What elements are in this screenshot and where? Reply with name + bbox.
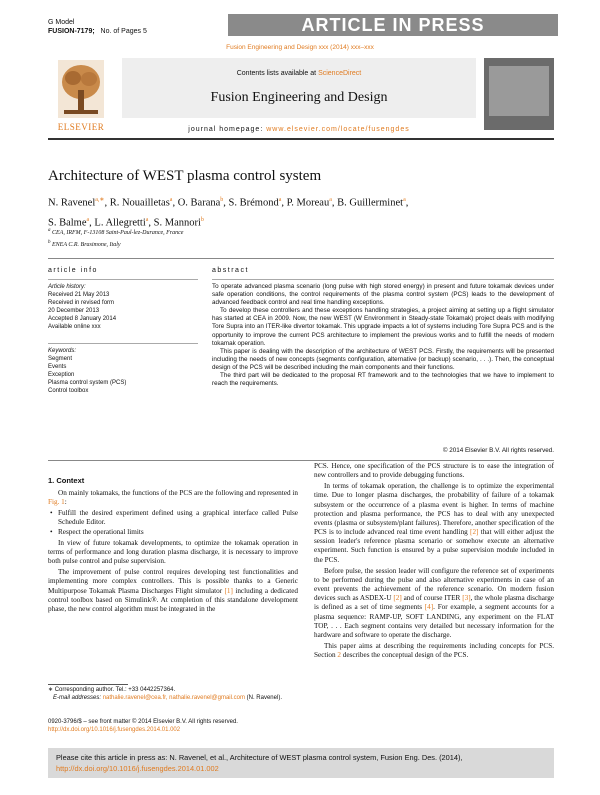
keyword: Control toolbox (48, 388, 89, 394)
keyword: Segment (48, 356, 73, 362)
keyword: Exception (48, 372, 75, 378)
reference-link[interactable]: [3] (462, 594, 471, 603)
masthead-rule (48, 138, 554, 140)
divider (48, 460, 554, 461)
affiliations: $^a$ CEA, IRFM, F-13108 Saint-Paul-lez-Durance, France $^b$ ENEA C.R. Brasimone, Italy (48, 228, 184, 248)
keywords: Keywords: Segment Events Exception Plasma control system (PCS) Control toolbox (48, 347, 198, 395)
author-list: N. Ravenel$^{a,∗}$, R. Nouailletas$^a$, O. Barana$^b$, S. Brémond$^a$, P. Moreau$^a$, B. Guillerminet$^a$, S. Balme$^a$, L. Allegretti$^a$, S. Mannori$^b$ (48, 197, 409, 228)
journal-reference[interactable]: Fusion Engineering and Design xxx (2014) xxx–xxx (226, 44, 374, 51)
left-column: On mainly tokamaks, the functions of the PCS are the following and represented in Fig. 1: • Fulfill the desired experiment defined using a graphical interface called Pulse Schedule Editor. • Respect the operational limits In view of future tokamak developments, to optimize the tokamak operation in terms of performance and long duration plasma discharge, it is necessary to improve both pulse control and pulse supervision. The improvement of pulse control requires developing test functionalities and implementing more complex controllers. This is possible thanks to a Generic Multipurpose Tokamak Plasma Discharges Flight simulator [1] including a dedicated control toolbox based on Simulink®. At completion of this standalone development phase, the new control algorithm must be integrated in the (48, 489, 298, 616)
header-meta (48, 18, 147, 36)
keyword: Plasma control system (PCS) (48, 380, 127, 386)
divider (212, 279, 554, 280)
article-in-press-banner: ARTICLE IN PRESS (228, 14, 558, 36)
email-link[interactable]: nathalie.ravenel@cea.fr, nathalie.ravenel@gmail.com (102, 695, 245, 701)
manuscript-id: FUSION-7179; No. of Pages 5 (48, 28, 147, 35)
divider (48, 258, 554, 259)
elsevier-tree-logo-icon (58, 60, 104, 118)
abstract-heading: abstract (212, 267, 249, 274)
footnote-rule (48, 684, 128, 685)
section-heading: 1. Context (48, 476, 85, 485)
copyright: © 2014 Elsevier B.V. All rights reserved. (442, 447, 554, 454)
article-title: Architecture of WEST plasma control system (48, 168, 322, 184)
contents-line: Contents lists available at ScienceDirect (236, 70, 362, 77)
gmodel-label: G Model (48, 19, 75, 26)
journal-homepage: journal homepage: www.elsevier.com/locate/fusengdes (188, 126, 410, 133)
reference-link[interactable]: [4] (424, 603, 434, 612)
right-column: PCS. Hence, one specification of the PCS structure is to ease the integration of new controllers and to provide debugging functions. In terms of tokamak operation, the challenge is to optimize the experimental time. Due to longer plasma discharges, the probability of failure of a tokamak subsystem or the occurrence of a plasma event is higher. In terms of machine protection and plasma performance, the PCS has to deal with any unexpected events (plasma or subsystem/plant failures). Therefore, another specification of the PCS is to include advanced real time event handling [2] that will either adjust the session leader's reference plasma scenario or somehow execute an alternative experiment. Such function is ensured by a pulse supervision module included in the PCS. Before pulse, the session leader will configure the reference set of experiments to be performed during the pulse and also alternative experiments in case of an event prevents the achievement of the reference scenario. On modern fusion devices such as ASDEX-U [2] and of course ITER [3], the whole plasma discharge is defined as a set of time segments [4]. For example, a segment accounts for a plasma sequence: RAMP-UP, SOFT LANDING, any experiment on the FLAT TOP, . . . Each segment contains very detailed but necessary information for the hardware and software to operate the discharge. This paper aims at describing the requirements including concepts for PCS. Section 2 describes the conceptual design of the PCS. (314, 462, 554, 660)
citation-box: Please cite this article in press as: N. Ravenel, et al., Architecture of WEST plasma control system, Fusion Eng. Des. (2014), http://dx.doi.org/10.1016/j.fusengdes.2014.01.002 (48, 748, 554, 778)
reference-link[interactable]: [2] (470, 528, 479, 537)
keyword: Events (48, 364, 67, 370)
section-link[interactable]: 2 (337, 651, 341, 660)
abstract-text: To operate advanced plasma scenario (long pulse with high stored energy) in present and future tokamak devices under safe operation conditions, the control requirements of the plasma control system (PCS) leads to the development of advanced feedback control and real time handling exceptions. To develop these controllers and these exceptions handling strategies, a project aiming at setting up a flight simulator has started at CEA in 2009. Now, the new WEST (W Environment in Steady-state Tokamak) project deals with modifying Tore Supra into an ITER-like divertor tokamak. This upgrade impacts a lot of systems including Tore Supra PCS and is the opportunity to improve the current PCS architecture to implement the previous works and to fulfill the needs of modern tokamak operation. This paper is dealing with the description of the architecture of WEST PCS. Firstly, the requirements will be presented including the needs of new concepts (segments configuration, alternative (or backup) scenario, . . .). Then, the conceptual design of the PCS will be described including the main components and their functions. The third part will be dedicated to the proposal RT framework and to the technologies that we have to implement to reach the requirements. (212, 283, 554, 388)
divider (48, 343, 198, 344)
journal-title: Fusion Engineering and Design (210, 90, 388, 105)
footnote: ∗ Corresponding author. Tel.: +33 0442257364. E-mail addresses: nathalie.ravenel@cea.fr, nathalie.ravenel@gmail.com (N. Ravenel). (48, 687, 282, 701)
article-history: Article history: Received 21 May 2013 Received in revised form 20 December 2013 Accepted 8 January 2014 Available online xxx (48, 284, 117, 330)
sciencedirect-link[interactable]: ScienceDirect (318, 70, 362, 77)
reference-link[interactable]: [2] (393, 594, 402, 603)
doi-link[interactable]: http://dx.doi.org/10.1016/j.fusengdes.2014.01.002 (48, 727, 181, 733)
cover-image (489, 66, 549, 116)
divider (48, 279, 198, 280)
masthead-box (122, 58, 476, 118)
citation-doi-link[interactable]: http://dx.doi.org/10.1016/j.fusengdes.2014.01.002 (56, 764, 219, 773)
list-item: • Respect the operational limits (48, 528, 298, 537)
figure-link[interactable]: Fig. 1 (48, 498, 65, 507)
function-list (48, 509, 298, 536)
issn-doi: 0920-3796/$ – see front matter © 2014 Elsevier B.V. All rights reserved. http://dx.doi.org/10.1016/j.fusengdes.2014.01.002 (48, 718, 298, 734)
list-item: • Fulfill the desired experiment defined using a graphical interface called Pulse Schedule Editor. (48, 509, 298, 527)
reference-link[interactable]: [1] (224, 586, 233, 595)
article-info-heading: article info (48, 267, 98, 274)
homepage-link[interactable]: www.elsevier.com/locate/fusengdes (266, 126, 410, 133)
publisher-wordmark: ELSEVIER (57, 122, 105, 132)
